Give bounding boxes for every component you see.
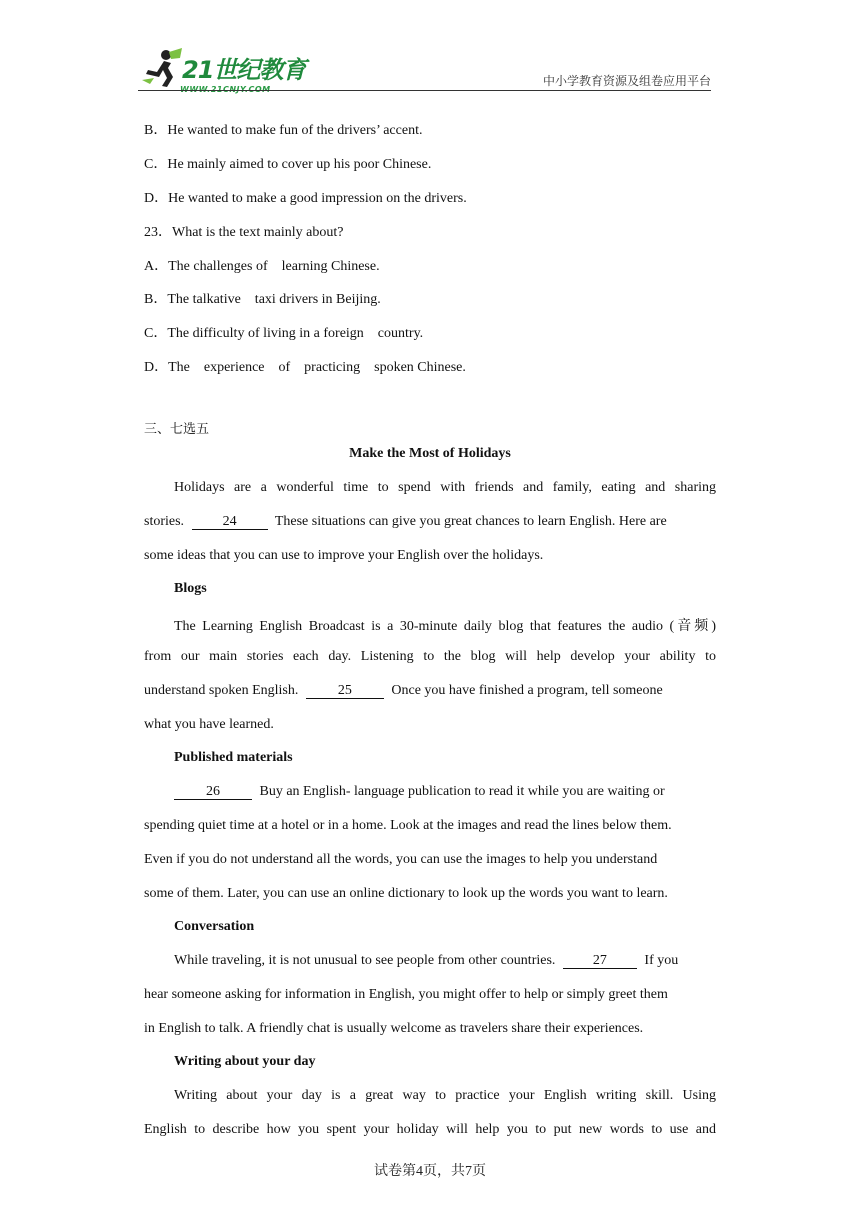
q23-option-d: D．The experience of practicing spoken Chinese.	[144, 360, 466, 375]
published-line3: Even if you do not understand all the words, you can use the images to help you understand	[144, 852, 658, 867]
para1-line2	[144, 514, 667, 530]
page-header	[138, 38, 711, 92]
q22-option-c: C．He mainly aimed to cover up his poor Chinese.	[144, 157, 432, 172]
q23-stem: 23．What is the text mainly about?	[144, 225, 344, 240]
para1-line1: Holidays are a wonderful time to spend with friends and family, eating and sharing	[174, 480, 716, 495]
blogs-heading: Blogs	[174, 581, 207, 596]
conversation-line3: in English to talk. A friendly chat is usually welcome as travelers share their experiences.	[144, 1021, 644, 1036]
q23-option-c: C．The difficulty of living in a foreign country.	[144, 326, 424, 341]
conversation-heading: Conversation	[174, 919, 255, 934]
writing-heading: Writing about your day	[174, 1054, 316, 1069]
q22-option-b: B．He wanted to make fun of the drivers’ accent.	[144, 123, 423, 138]
writing-line2: English to describe how you spent your holiday will help you to put new words to use and	[144, 1122, 716, 1137]
published-line1	[174, 784, 665, 800]
blogs-line3	[144, 683, 663, 699]
logo-text: 21世纪教育	[182, 56, 306, 84]
para1-line2-post: These situations can give you great chances to learn English. Here are	[274, 514, 667, 529]
site-logo	[140, 46, 310, 94]
platform-label: 中小学教育资源及组卷应用平台	[542, 74, 711, 88]
published-line2: spending quiet time at a hotel or in a home. Look at the images and read the lines below them.	[144, 818, 672, 833]
conversation-line1-post: If you	[644, 953, 679, 968]
para1-line2-pre: stories.	[144, 514, 185, 529]
q23-option-b: B．The talkative taxi drivers in Beijing.	[144, 292, 381, 307]
q22-option-d: D．He wanted to make a good impression on the drivers.	[144, 191, 467, 206]
conversation-line2: hear someone asking for information in English, you might offer to help or simply greet them	[144, 987, 668, 1002]
passage-title: Make the Most of Holidays	[349, 446, 511, 461]
blogs-line3-pre: understand spoken English.	[144, 683, 299, 698]
runner-logo-icon	[140, 48, 184, 88]
page-footer: 试卷第4页，共7页	[374, 1164, 486, 1179]
logo-url: WWW.21CNJY.COM	[180, 85, 271, 94]
blogs-line3-post: Once you have finished a program, tell someone	[391, 683, 663, 698]
published-line1-post: Buy an English- language publication to read it while you are waiting or	[259, 784, 665, 799]
published-line4: some of them. Later, you can use an online dictionary to look up the words you want to learn.	[144, 886, 668, 901]
blogs-line2: from our main stories each day. Listening to the blog will help develop your ability to	[144, 649, 716, 664]
blogs-line4: what you have learned.	[144, 717, 274, 732]
q23-option-a: A．The challenges of learning Chinese.	[144, 259, 380, 274]
para1-line3: some ideas that you can use to improve your English over the holidays.	[144, 548, 544, 563]
blogs-line1: The Learning English Broadcast is a 30-minute daily blog that features the audio (音频)	[174, 619, 716, 634]
section-heading: 三、七选五	[144, 422, 210, 437]
blank-24[interactable]: 24	[192, 515, 268, 530]
blank-26[interactable]: 26	[174, 785, 252, 800]
writing-line1: Writing about your day is a great way to practice your English writing skill. Using	[174, 1088, 716, 1103]
conversation-line1	[174, 953, 678, 969]
header-divider	[138, 90, 711, 91]
blank-25[interactable]: 25	[306, 684, 384, 699]
conversation-line1-pre: While traveling, it is not unusual to see people from other countries.	[174, 953, 556, 968]
blank-27[interactable]: 27	[563, 954, 637, 969]
published-heading: Published materials	[174, 750, 293, 765]
